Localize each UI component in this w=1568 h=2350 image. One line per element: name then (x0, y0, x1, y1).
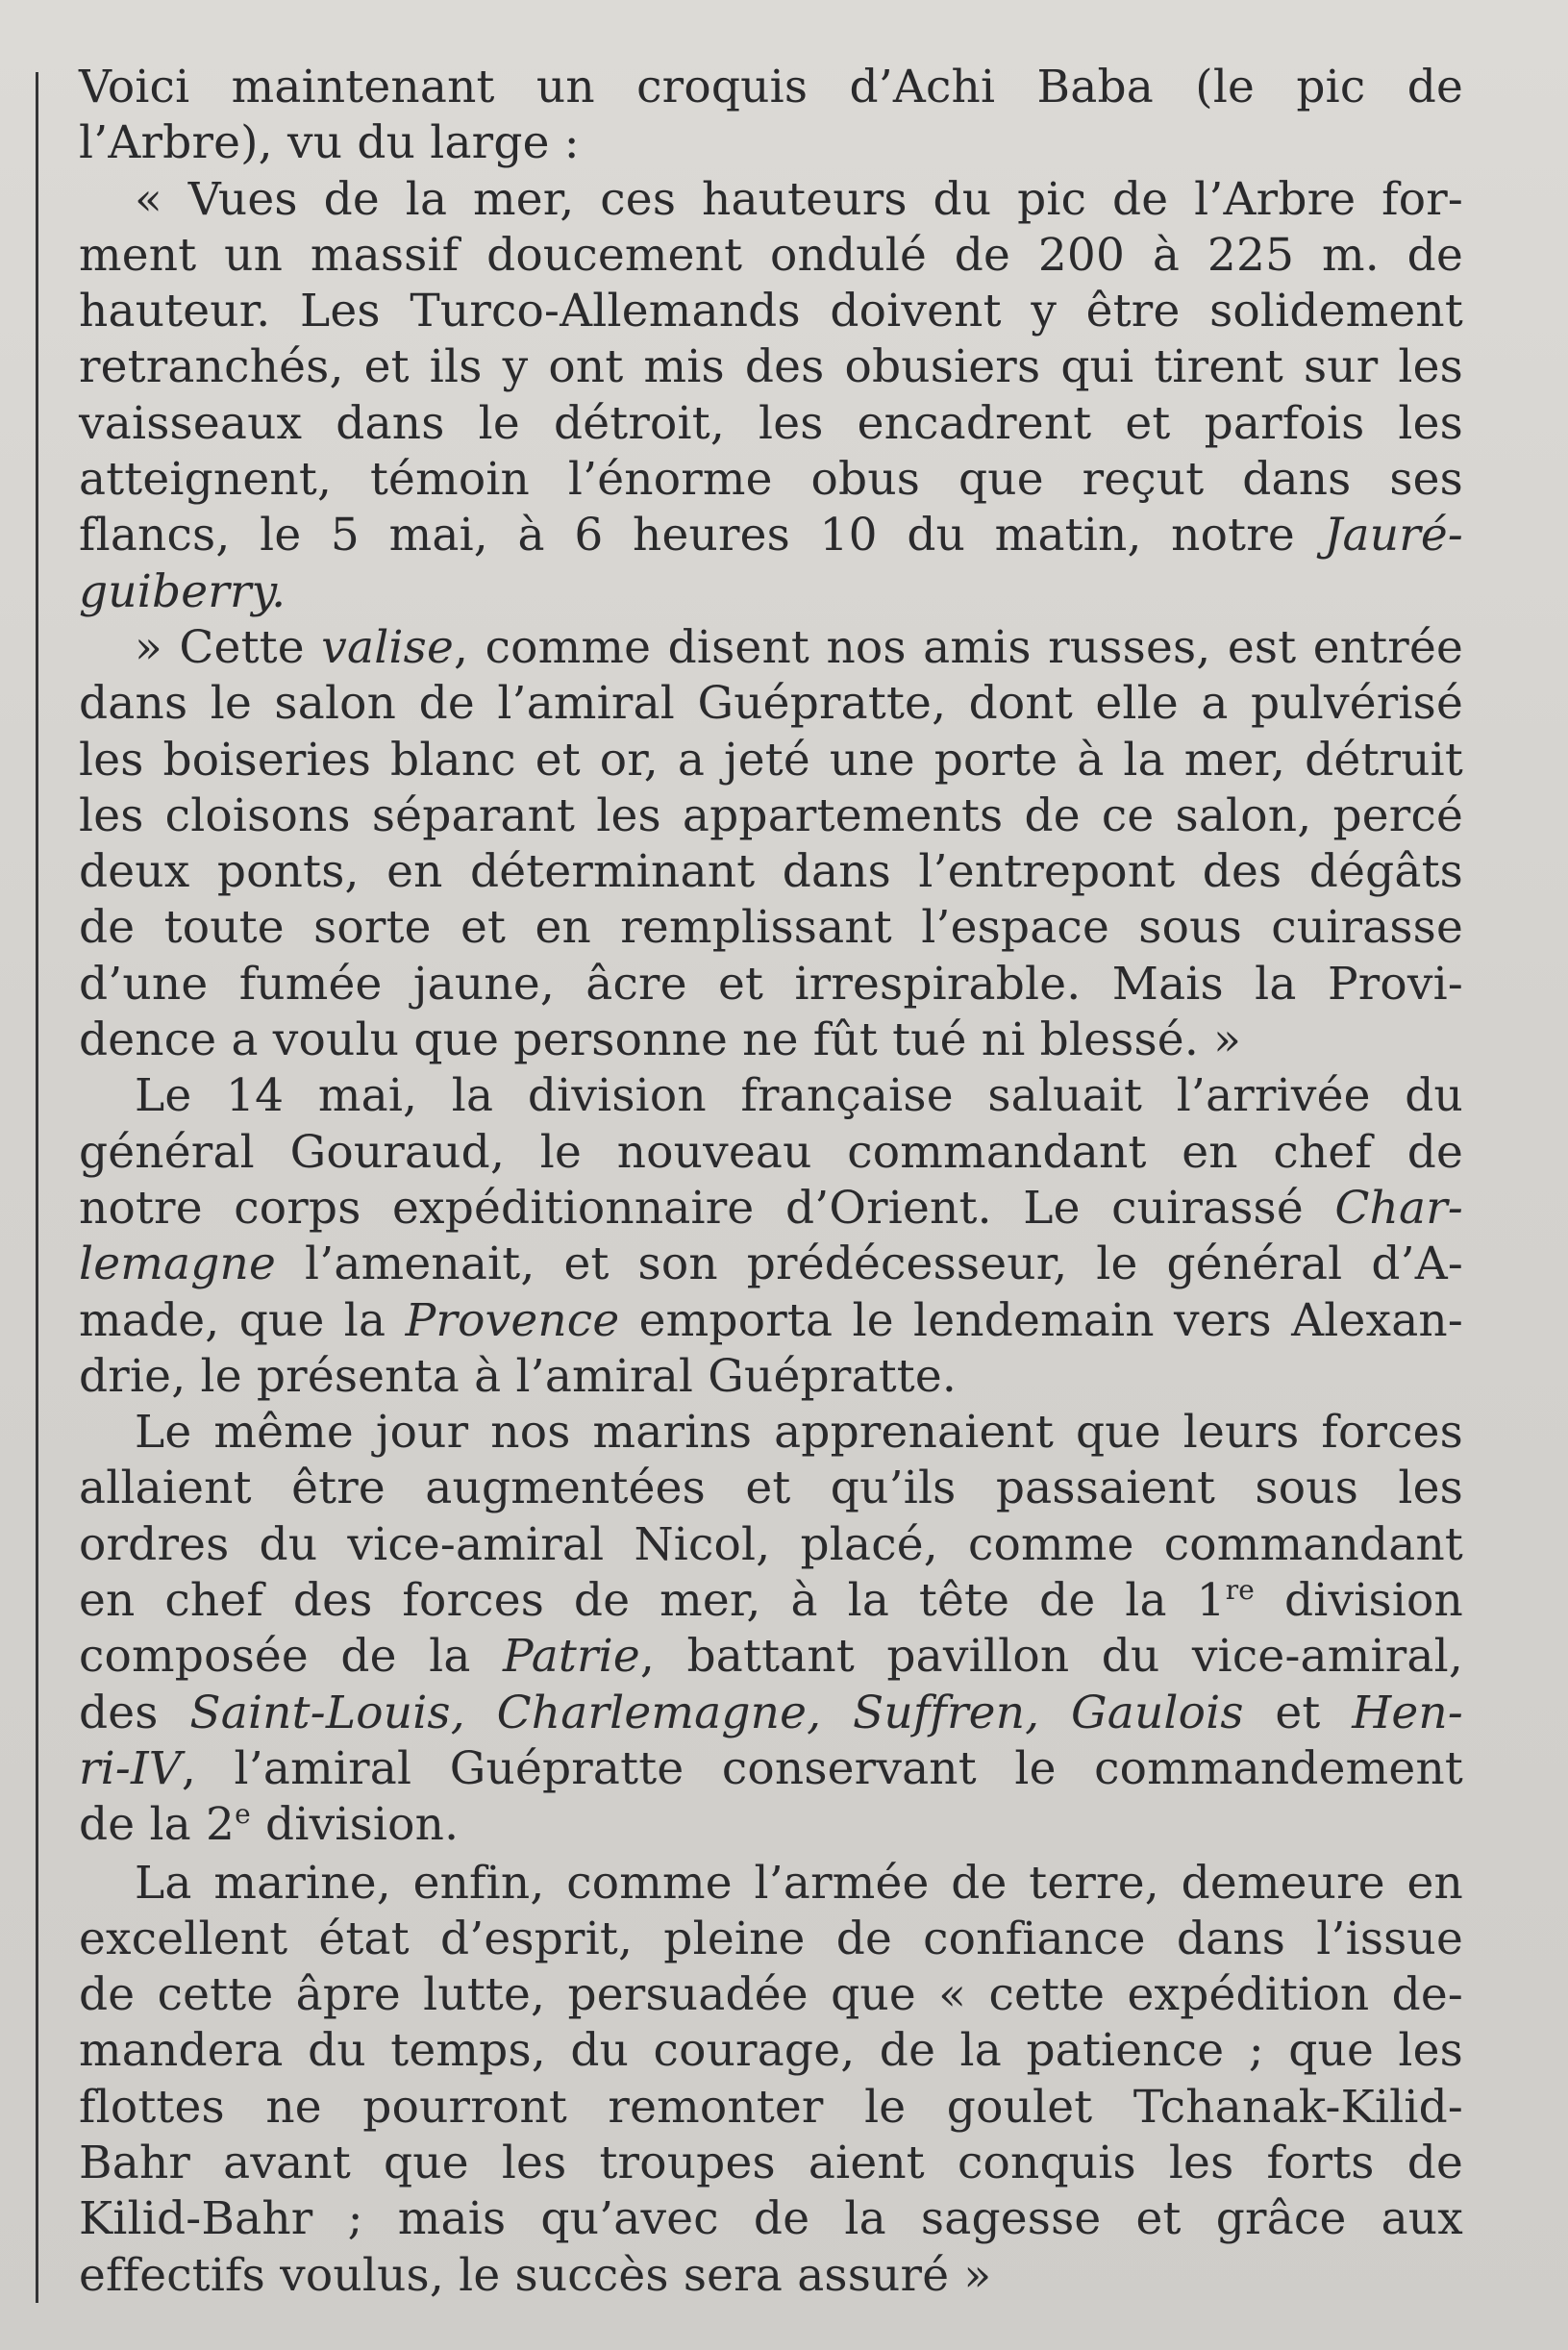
text-fragment: flancs, le 5 mai, à 6 heures 10 du matin, notre (79, 509, 1295, 562)
text-fragment: composée de la (79, 1630, 471, 1684)
italic-name: guiberry. (79, 564, 286, 618)
text-fragment: des (79, 1686, 159, 1739)
paragraph (79, 1068, 1463, 1405)
text-line (79, 620, 1463, 676)
text-line: ment un massif doucement ondulé de 200 à 225 m. de (79, 228, 1463, 282)
text-line: mandera du temps, du courage, de la patience ; que les (79, 2024, 1463, 2078)
paragraph (79, 172, 1463, 620)
margin-rule (36, 72, 38, 2303)
text-line: dans le salon de l’amiral Guépratte, dont elle a pulvérisé (79, 677, 1463, 731)
paragraph (79, 60, 1463, 172)
text-line: La marine, enfin, comme l’armée de terre, demeure en (135, 1856, 1463, 1910)
italic-name: Jauré- (1324, 509, 1464, 562)
text-fragment: » Cette (135, 620, 305, 674)
text-line (79, 1573, 1463, 1629)
italic-word: valise (321, 620, 454, 674)
text-line: flottes ne pourront remonter le goulet Tchanak-Kilid- (79, 2080, 1463, 2134)
text-line (79, 1181, 1463, 1237)
text-line: excellent état d’esprit, pleine de confiance dans l’issue (79, 1912, 1463, 1965)
text-line (79, 1293, 1463, 1349)
text-line: ordres du vice-amiral Nicol, placé, comme commandant (79, 1517, 1463, 1571)
text-fragment: , comme disent nos amis russes, est entrée (454, 620, 1463, 674)
text-line: de cette âpre lutte, persuadée que « cette expédition de- (79, 1968, 1463, 2022)
text-line: drie, le présenta à l’amiral Guépratte. (79, 1349, 958, 1403)
text-line: retranchés, et ils y ont mis des obusiers qui tirent sur les (79, 340, 1463, 394)
text-line: hauteur. Les Turco-Allemands doivent y être solidement (79, 285, 1463, 338)
text-line: allaient être augmentées et qu’ils passaient sous les (79, 1462, 1463, 1515)
text-fragment: de la 2 (79, 1798, 236, 1852)
text-line: Le même jour nos marins apprenaient que leurs forces (135, 1406, 1463, 1460)
text-line: général Gouraud, le nouveau commandant en chef de (79, 1125, 1463, 1179)
text-line (79, 1797, 1463, 1853)
text-fragment: , battant pavillon du vice-amiral, (639, 1630, 1464, 1684)
text-line (79, 1741, 1463, 1797)
text-line: d’une fumée jaune, âcre et irrespirable. Mais la Provi- (79, 957, 1463, 1011)
text-fragment: notre corps expéditionnaire d’Orient. Le cuirassé (79, 1181, 1304, 1235)
text-fragment: division (1255, 1574, 1463, 1628)
text-line: Voici maintenant un croquis d’Achi Baba (le pic de (79, 61, 1463, 113)
italic-name: Hen- (1352, 1686, 1463, 1739)
italic-name: Patrie (502, 1630, 640, 1684)
text-line: de toute sorte et en remplissant l’espace sous cuirasse (79, 901, 1463, 955)
text-fragment: , l’amiral Guépratte conservant le commandement (181, 1741, 1463, 1795)
text-line: les boiseries blanc et or, a jeté une porte à la mer, détruit (79, 733, 1463, 787)
text-fragment: emporta le lendemain vers Alexan- (619, 1293, 1463, 1347)
text-column (79, 60, 1463, 2304)
text-fragment: made, que la (79, 1293, 386, 1347)
text-fragment: l’amenait, et son prédécesseur, le général d’A- (304, 1238, 1463, 1291)
text-line: « Vues de la mer, ces hauteurs du pic de l’Arbre for- (135, 172, 1463, 226)
paragraph (79, 1405, 1463, 1853)
text-line (79, 508, 1463, 563)
text-fragment: et (1243, 1686, 1353, 1739)
text-line: dence a voulu que personne ne fût tué ni blessé. » (79, 1013, 1242, 1067)
paragraph (79, 620, 1463, 1068)
text-line: deux ponts, en déterminant dans l’entrepont des dégâts (79, 845, 1463, 899)
text-line: vaisseaux dans le détroit, les encadrent et parfois les (79, 396, 1463, 450)
italic-name: lemagne (79, 1238, 277, 1291)
superscript: e (235, 1798, 251, 1831)
italic-name: Char- (1334, 1181, 1463, 1235)
text-line: Bahr avant que les troupes aient conquis les forts de (79, 2136, 1463, 2189)
text-line: effectifs voulus, le succès sera assuré » (79, 2248, 992, 2302)
text-line: Kilid-Bahr ; mais qu’avec de la sagesse et grâce aux (79, 2192, 1463, 2246)
text-line: les cloisons séparant les appartements de ce salon, percé (79, 788, 1463, 842)
text-line (79, 1629, 1463, 1685)
text-line: atteignent, témoin l’énorme obus que reçut dans ses (79, 453, 1463, 507)
text-fragment: en chef des forces de mer, à la tête de la 1 (79, 1574, 1226, 1628)
text-line (79, 1237, 1463, 1292)
italic-name: Saint-Louis, Charlemagne, Suffren, Gaulois (189, 1686, 1244, 1739)
text-line: Le 14 mai, la division française saluait l’arrivée du (135, 1069, 1463, 1123)
text-line (79, 564, 1463, 620)
superscript: re (1225, 1574, 1256, 1607)
italic-name: ri-IV (79, 1741, 182, 1795)
text-line: l’Arbre), vu du large : (79, 116, 580, 170)
text-line (79, 1686, 1463, 1741)
italic-name: Provence (405, 1293, 620, 1347)
text-fragment: division. (250, 1798, 460, 1852)
paragraph (79, 1856, 1463, 2304)
